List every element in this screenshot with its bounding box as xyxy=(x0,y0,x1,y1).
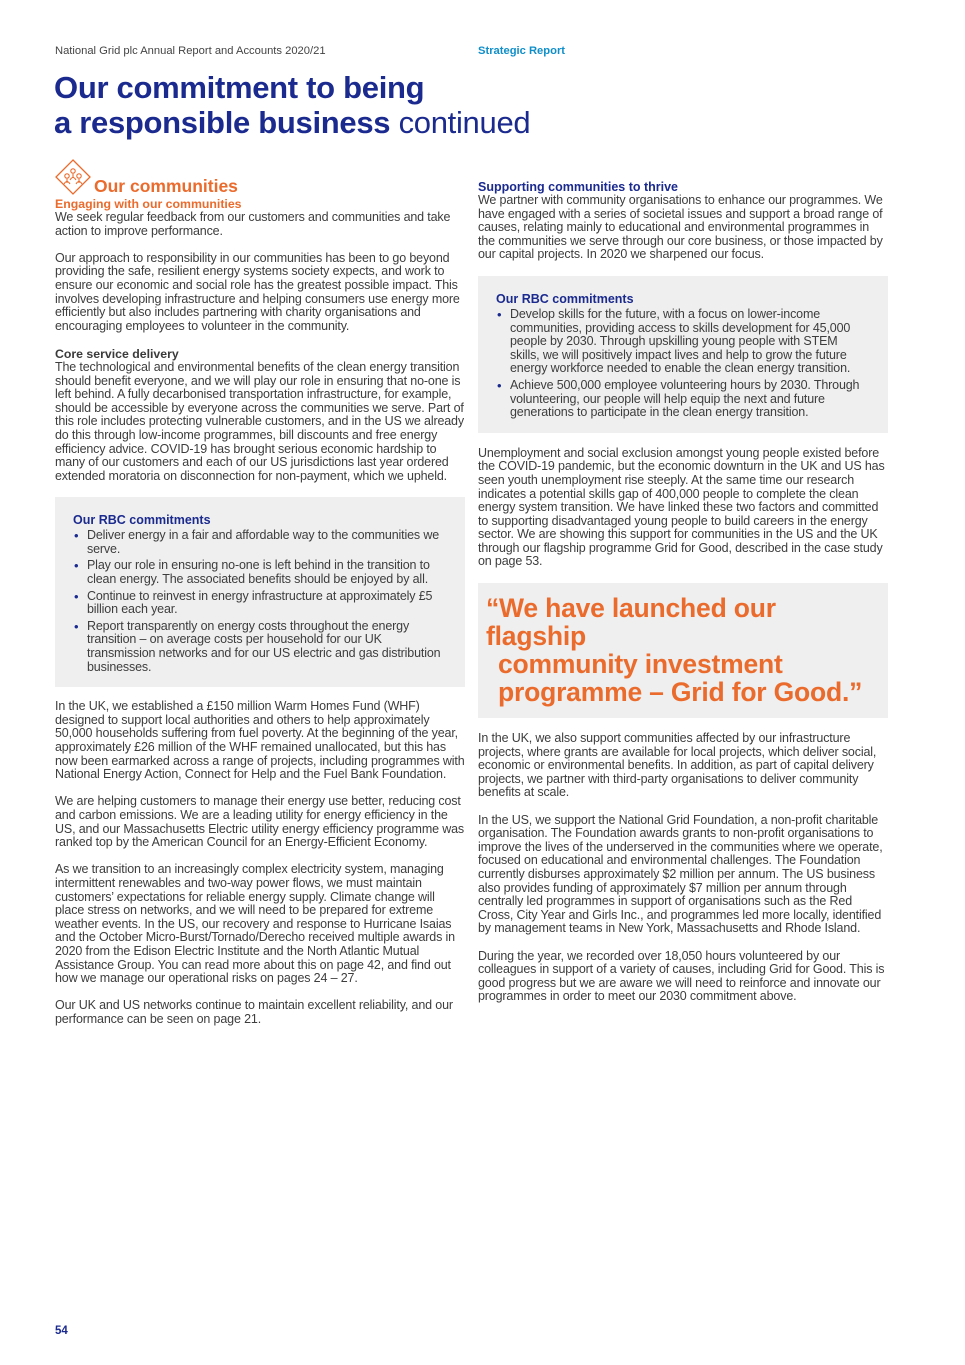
title-line-2: a responsible business xyxy=(54,105,391,140)
quote-line-1: “We have launched our flagship xyxy=(486,593,776,652)
whf-paragraph: In the UK, we established a £150 million Warm Homes Fund (WHF) designed to support local authorities and others to help approximately 50,000 households suffering from fuel poverty. At the beginning of the year, approximately £26 million of the WHF remained unallocated, but this has now been earmarked across a range of projects, including programmes with National Energy Action, Connect for Help and the Fuel Bank Foundation. xyxy=(55,699,465,782)
engaging-paragraph-2: Our approach to responsibility in our communities has been to go beyond providing the safe, resilient energy systems society expects, and work to ensure our economic and social role has the greatest possible impact. This involves developing infrastructure and helping consumers use energy more efficiently but also includes partnering with charity organisations and encouraging employees to volunteer in the community. xyxy=(55,250,460,333)
rbc-heading: Our RBC commitments xyxy=(73,513,211,528)
rbc-commitments-box xyxy=(55,497,465,687)
list-item: • Deliver energy in a fair and affordable way to the communities we serve. xyxy=(73,529,447,556)
volunteer-paragraph: During the year, we recorded over 18,050 hours volunteered by our colleagues in support of a variety of causes, including Grid for Good. This is good progress but we are aware we will need to reinforce and innovate our programmes in order to meet our 2030 commitment above. xyxy=(478,948,885,1004)
list-item: • Play our role in ensuring no-one is left behind in the transition to clean energy. The associated benefits should be enjoyed by all. xyxy=(73,559,447,586)
section-header xyxy=(55,155,465,197)
list-item: • Report transparently on energy costs throughout the energy transition – on average costs per household for our UK transmission networks and for our US electric and gas distribution businesses. xyxy=(73,620,447,674)
report-title: National Grid plc Annual Report and Accounts 2020/21 xyxy=(55,45,326,57)
core-service-paragraph: The technological and environmental benefits of the clean energy transition should benefit everyone, and we will play our role in ensuring that no-one is left behind. A fully decarbonised transportation infrastructure, for example, should be accessible by everyone across the communities we serve. Part of this role includes protecting vulnerable customers, and in the US we already do this through low-income programmes, bill discounts and free energy efficiency advice. COVID-19 has brought serious economic hardship to many of our customers and each of our US jurisdictions last year ordered extended moratoria on disconnection for non-payment, which we upheld. xyxy=(55,359,464,483)
supporting-paragraph: We partner with community organisations to enhance our programmes. We have engaged with a series of societal issues and support a broad range of causes, relating mainly to educational and environmental programmes in the communities we serve through our core business, or those impacted by our capital projects. In 2020 we sharpened our focus. xyxy=(478,193,883,262)
supporting-heading: Supporting communities to thrive xyxy=(478,180,679,194)
unemployment-paragraph: Unemployment and social exclusion amongst young people existed before the COVID-19 pandemic, but the economic downturn in the UK and US has seen youth unemployment rise steeply. At the same time our research indicates a potential skills gap of 400,000 people to complete the clean energy system transition. We have linked these two factors and committed to supporting disadvantaged young people to build careers in the energy sector. We are showing this support for communities in the US and the UK through our flagship programme Grid for Good, described in the case study on page 53. xyxy=(478,445,885,569)
engaging-heading: Engaging with our communities xyxy=(55,197,242,211)
quote-text xyxy=(486,594,878,706)
rbc-heading: Our RBC commitments xyxy=(496,291,634,306)
core-service-heading: Core service delivery xyxy=(55,346,179,361)
rbc-list xyxy=(496,308,870,420)
list-item: • Develop skills for the future, with a focus on lower-income communities, providing access to skills development for 45,000 people by 2030. Through upskilling young people with STEM skills, we will positively impact lives and help to grow the future energy workforce needed to enable the clean energy transition. xyxy=(496,308,870,376)
right-column xyxy=(478,180,888,1004)
community-people-icon xyxy=(55,159,91,197)
engaging-paragraph-1: We seek regular feedback from our customers and communities and take action to improve performance. xyxy=(55,210,451,238)
page-number: 54 xyxy=(55,1325,68,1337)
rbc-list xyxy=(73,529,447,674)
list-item: • Continue to reinvest in energy infrastructure at approximately £5 billion each year. xyxy=(73,590,447,617)
page-title xyxy=(54,70,754,140)
transition-paragraph: As we transition to an increasingly complex electricity system, managing intermittent renewables and two-way power flows, we must maintain customers’ expectations for reliable energy supply. Climate change will place stress on networks, and we will need to be prepared for extreme weather events. In the US, our recovery and response to Hurricane Isaias and the October Micro-Burst/Tornado/Derecho received multiple awards in 2020 from the Edison Electric Institute and the North Atlantic Mutual Assistance Group. You can read more about this on page 42, and find out how we manage our operational risks on pages 24 – 27. xyxy=(55,862,455,986)
left-column xyxy=(55,155,465,1026)
rbc-commitments-box xyxy=(478,276,888,433)
uk-support-paragraph: In the UK, we also support communities affected by our infrastructure projects, where grants are available for local projects, which deliver social, economic or environmental benefits. In addition, as part of capital delivery projects, we partner with third-party organisations to deliver community benefits at scale. xyxy=(478,731,877,800)
list-item: • Achieve 500,000 employee volunteering hours by 2030. Through volunteering, our people will help equip the next and future generations to participate in the clean energy transition. xyxy=(496,379,870,420)
reliability-paragraph: Our UK and US networks continue to maintain excellent reliability, and our performance can be seen on page 21. xyxy=(55,998,453,1026)
quote-line-3: programme – Grid for Good.” xyxy=(498,677,863,708)
quote-line-2: community investment xyxy=(498,649,783,680)
pull-quote xyxy=(478,583,888,718)
foundation-paragraph: In the US, we support the National Grid Foundation, a non-profit charitable organisation. The Foundation awards grants to non-profit organisations to improve the lives of the underserved in the communities where we operate, focused on educational and environmental challenges. The Foundation currently disburses approximately $2 million per annum. The US business also provides funding of approximately $7 million per annum through centrally led programmes in support of organisations such as the Red Cross, City Year and Girls Inc., and programmes led more locally, identified by management teams in New York, Massachusetts and Rhode Island. xyxy=(478,812,883,936)
section-label: Strategic Report xyxy=(478,45,566,57)
title-continued: continued xyxy=(398,105,531,140)
title-line-1: Our commitment to being xyxy=(54,70,425,105)
efficiency-paragraph: We are helping customers to manage their energy use better, reducing cost and carbon emissions. We are a leading utility for energy efficiency in the US, and our Massachusetts Electric utility energy efficiency programme was ranked top by the American Council for an Energy-Efficient Economy. xyxy=(55,794,464,850)
section-title: Our communities xyxy=(94,176,238,196)
